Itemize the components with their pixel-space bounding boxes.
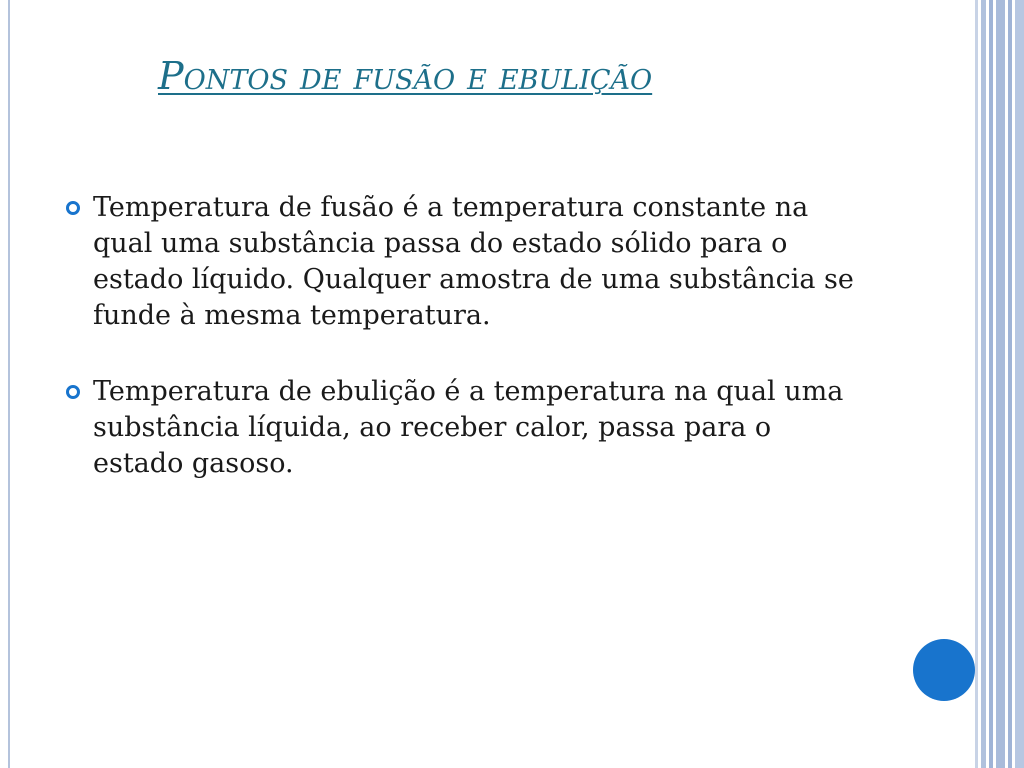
bullet-ring-icon bbox=[66, 385, 80, 399]
stripe bbox=[975, 0, 978, 768]
bullet-ring-icon bbox=[66, 201, 80, 215]
stripe bbox=[1015, 0, 1024, 768]
stripe bbox=[996, 0, 1005, 768]
bullet-text: Temperatura de ebulição é a temperatura na qual uma substância líquida, ao receber calor, passa para o estado gasoso. bbox=[93, 376, 844, 479]
right-decorative-stripes bbox=[975, 0, 1024, 768]
bullet-item bbox=[60, 190, 860, 334]
bullet-item bbox=[60, 374, 860, 482]
decorative-circle bbox=[913, 639, 975, 701]
bullet-list bbox=[60, 190, 860, 522]
bullet-text: Temperatura de fusão é a temperatura constante na qual uma substância passa do estado sólido para o estado líquido. Qualquer amostra de uma substância se funde à mesma temperatura. bbox=[93, 192, 854, 331]
stripe bbox=[981, 0, 986, 768]
left-border-line bbox=[8, 0, 10, 768]
stripe bbox=[989, 0, 993, 768]
stripe bbox=[1008, 0, 1012, 768]
slide-title: Pontos de fusão e ebulição bbox=[158, 54, 653, 98]
